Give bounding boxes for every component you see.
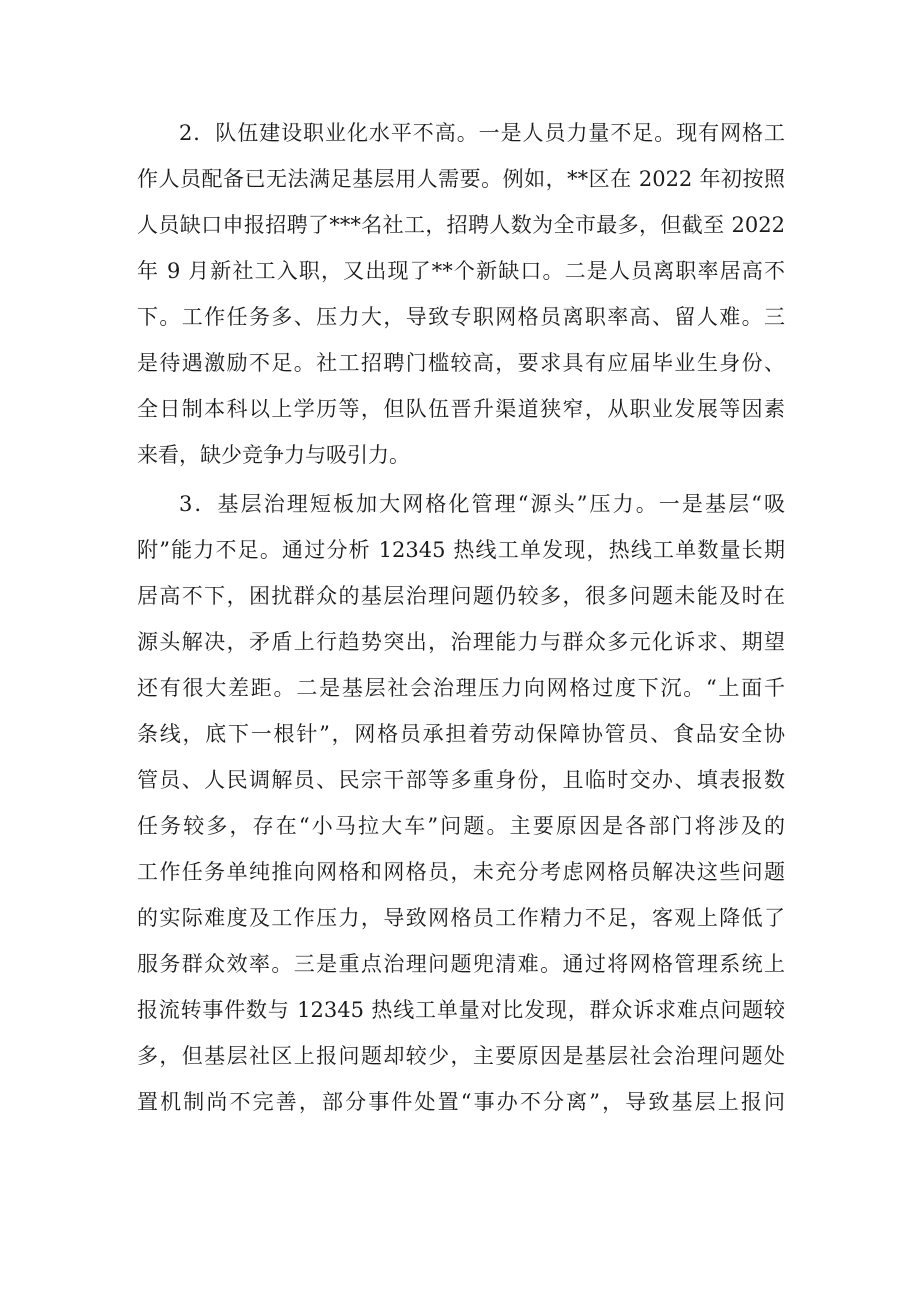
text-line: 下。工作任务多、压力大，导致专职网格员离职率高、留人难。三 (137, 305, 785, 329)
text-line: 的实际难度及工作压力，导致网格员工作精力不足，客观上降低了 (137, 906, 785, 930)
paragraph-governance (137, 481, 785, 1125)
text-line: 报流转事件数与 12345 热线工单量对比发现，群众诉求难点问题较 (137, 998, 785, 1022)
text-line: 还有很大差距。二是基层社会治理压力向网格过度下沉。“上面千 (137, 676, 785, 700)
text-line: 置机制尚不完善，部分事件处置“事办不分离”，导致基层上报问 (137, 1090, 785, 1114)
text-line: 年 9 月新社工入职，又出现了**个新缺口。二是人员离职率居高不 (137, 259, 785, 283)
text-line: 多，但基层社区上报问题却较少，主要原因是基层社会治理问题处 (137, 1044, 785, 1068)
text-line: 人员缺口申报招聘了***名社工，招聘人数为全市最多，但截至 2022 (137, 213, 785, 237)
text-line: 条线，底下一根针”，网格员承担着劳动保障协管员、食品安全协 (137, 722, 785, 746)
text-line: 附”能力不足。通过分析 12345 热线工单发现，热线工单数量长期 (137, 538, 785, 562)
text-line: 工作任务单纯推向网格和网格员，未充分考虑网格员解决这些问题 (137, 860, 785, 884)
text-line: 作人员配备已无法满足基层用人需要。例如，**区在 2022 年初按照 (137, 167, 785, 191)
text-line: 管员、人民调解员、民宗干部等多重身份，且临时交办、填表报数 (137, 768, 785, 792)
text-line: 是待遇激励不足。社工招聘门槛较高，要求具有应届毕业生身份、 (137, 351, 785, 375)
text-line: 来看，缺少竞争力与吸引力。 (137, 443, 410, 467)
text-line: 3．基层治理短板加大网格化管理“源头”压力。一是基层“吸 (179, 492, 785, 516)
document-body (137, 110, 785, 1125)
text-line: 服务群众效率。三是重点治理问题兜清难。通过将网格管理系统上 (137, 952, 785, 976)
text-line: 2．队伍建设职业化水平不高。一是人员力量不足。现有网格工 (179, 121, 785, 145)
text-line: 居高不下，困扰群众的基层治理问题仍较多，很多问题未能及时在 (137, 584, 785, 608)
paragraph-team-building (137, 110, 785, 478)
text-line: 全日制本科以上学历等，但队伍晋升渠道狭窄，从职业发展等因素 (137, 397, 785, 421)
text-line: 任务较多，存在“小马拉大车”问题。主要原因是各部门将涉及的 (137, 814, 785, 838)
text-line: 源头解决，矛盾上行趋势突出，治理能力与群众多元化诉求、期望 (137, 630, 785, 654)
